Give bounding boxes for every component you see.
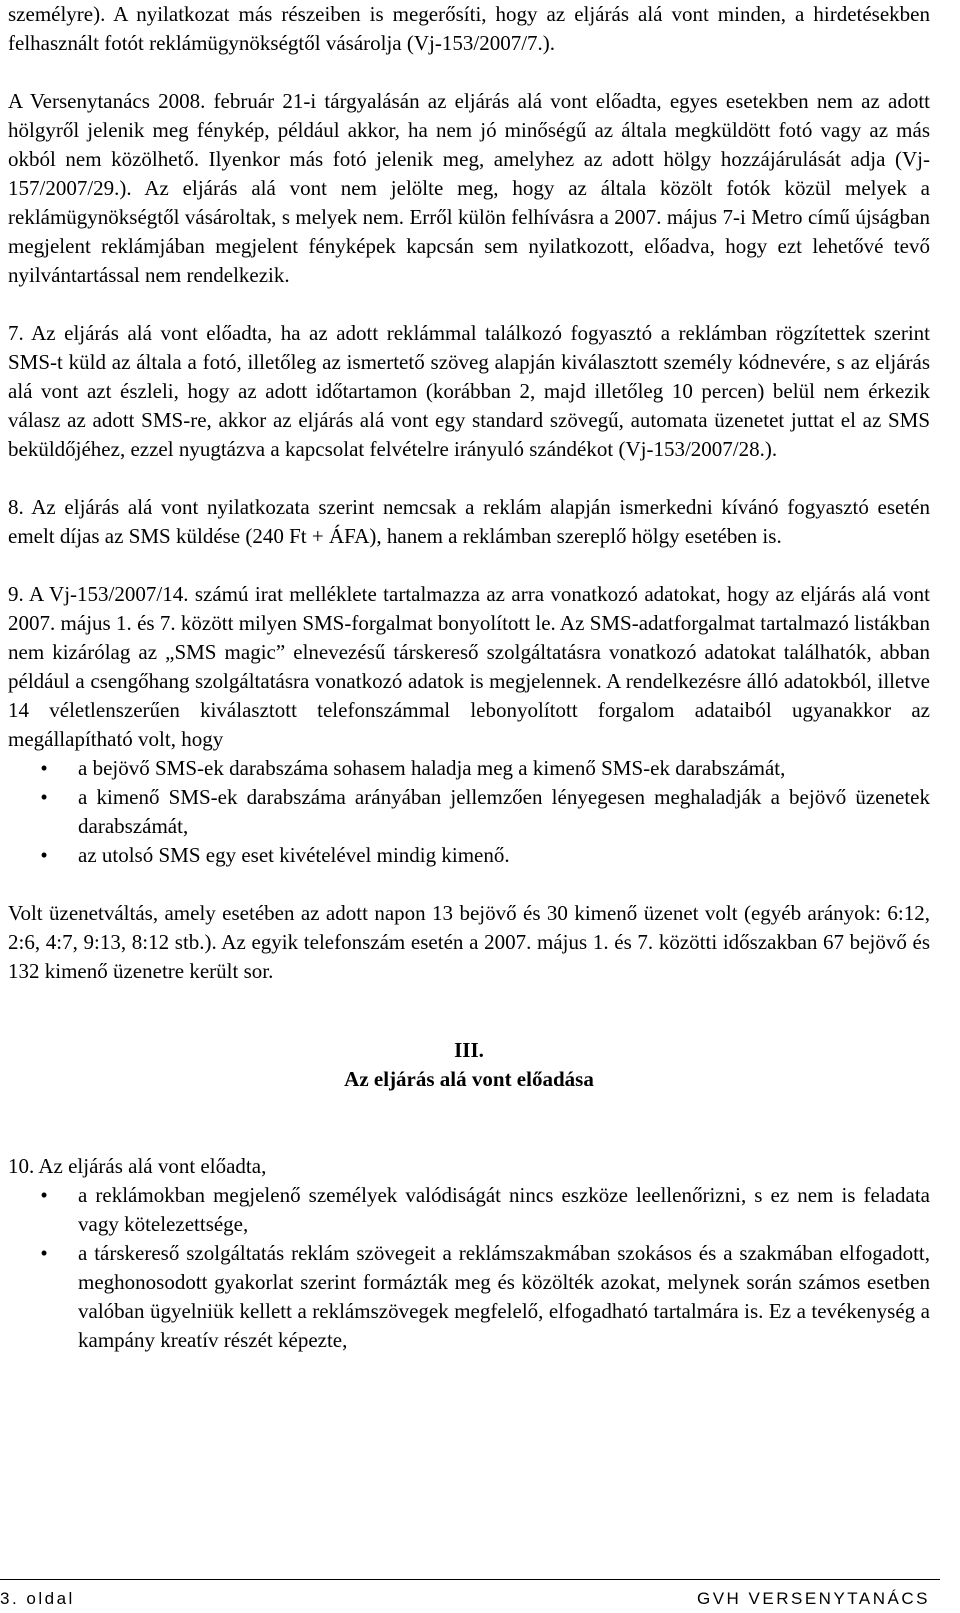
paragraph-message-exchange: Volt üzenetváltás, amely esetében az adott napon 13 bejövő és 30 kimenő üzenet volt (egyéb arányok: 6:12, 2:6, 4:7, 9:13, 8:12 stb.). Az egyik telefonszám esetén a 2007. május 1. és 7. közötti időszakban 67 bejövő és 132 kimenő üzenetre került sor. [8, 901, 930, 983]
footer-page-number: 3. oldal [0, 1589, 75, 1608]
section-title: Az eljárás alá vont előadása [344, 1067, 594, 1091]
paragraph-versenytanacs-hearing: A Versenytanács 2008. február 21-i tárgyalásán az eljárás alá vont előadta, egyes esetekben nem az adott hölgyről jelenik meg fénykép, például akkor, ha nem jó minőségű az általa megküldött fotó vagy az más okból nem közölhető. Ilyenkor más fotó jelenik meg, amelyhez az adott hölgy hozzájárulását adja (Vj-157/2007/29.). Az eljárás alá vont nem jelölte meg, hogy az általa közölt fotók közül melyek a reklámügynökségtől vásároltak, s melyek nem. Erről külön felhívásra a 2007. május 7-i Metro című újságban megjelent reklámjában megjelent fényképek kapcsán sem nyilatkozott, előadva, hogy ezt lehetővé tevő nyilvántartással nem rendelkezik. [8, 89, 930, 287]
section-number: III. [454, 1038, 484, 1062]
bullet-icon: • [40, 756, 48, 780]
list-item: • a reklámokban megjelenő személyek valódiságát nincs eszköze leellenőrizni, s ez nem is feladata vagy kötelezettsége, [8, 1181, 930, 1239]
bullet-icon: • [40, 843, 48, 867]
footer-organization: GVH VERSENYTANÁCS [696, 1589, 930, 1608]
list-item: • a társkereső szolgáltatás reklám szövegeit a reklámszakmában szokásos és a szakmában elfogadott, meghonosodott gyakorlat szerint formázták meg és közölték azokat, melynek során számos esetben valóban ügyelniük kellett a reklámszövegek megfelelő, elfogadható tartalmára is. Ez a tevékenység a kampány kreatív részét képezte, [8, 1239, 930, 1355]
bullet-icon: • [40, 785, 48, 809]
paragraph-8: 8. Az eljárás alá vont nyilatkozata szerint nemcsak a reklám alapján ismerkedni kívánó fogyasztó esetén emelt díjas az SMS küldése (240 Ft + ÁFA), hanem a reklámban szereplő hölgy esetében is. [8, 495, 930, 548]
document-page [8, 0, 930, 1355]
paragraph-7: 7. Az eljárás alá vont előadta, ha az adott reklámmal találkozó fogyasztó a reklámban rögzítettek szerint SMS-t küld az általa a fotó, illetőleg az ismertető szöveg alapján kiválasztott személy kódnevére, s az eljárás alá vont azt észleli, hogy az adott időtartamon (korábban 2, majd illetőleg 10 percen) belül nem érkezik válasz az adott SMS-re, akkor az eljárás alá vont egy standard szövegű, automata üzenetet juttat el az SMS beküldőjéhez, ezzel nyugtázva a kapcsolat felvételre irányuló szándékot (Vj-153/2007/28.). [8, 321, 930, 461]
paragraph-9: 9. A Vj-153/2007/14. számú irat melléklete tartalmazza az arra vonatkozó adatokat, hogy az eljárás alá vont 2007. május 1. és 7. között milyen SMS-forgalmat bonyolított le. Az SMS-adatforgalmat tartalmazó listákban nem kizárólag az „SMS magic” elnevezésű társkereső szolgáltatásra vonatkozó adatokat találhatók, abban például a csengőhang szolgáltatásra vonatkozó adatok is megjelennek. A rendelkezésre álló adatokból, illetve 14 véletlenszerűen kiválasztott telefonszámmal lebonyolított forgalom adataiból ugyanakkor az megállapítható volt, hogy [8, 582, 930, 751]
paragraph-9-bullet-list [8, 754, 930, 870]
list-item: • a bejövő SMS-ek darabszáma sohasem haladja meg a kimenő SMS-ek darabszámát, [8, 754, 930, 783]
list-item: • a kimenő SMS-ek darabszáma arányában jellemzően lényegesen meghaladják a bejövő üzenetek darabszámát, [8, 783, 930, 841]
list-item: • az utolsó SMS egy eset kivételével mindig kimenő. [8, 841, 930, 870]
paragraph-10-bullet-list [8, 1181, 930, 1355]
bullet-icon: • [40, 1241, 48, 1265]
footer-divider [0, 1579, 940, 1580]
bullet-icon: • [40, 1183, 48, 1207]
paragraph-10: 10. Az eljárás alá vont előadta, [8, 1154, 267, 1178]
paragraph-intro: személyre). A nyilatkozat más részeiben is megerősíti, hogy az eljárás alá vont minden, a hirdetésekben felhasznált fotót reklámügynökségtől vásárolja (Vj-153/2007/7.). [8, 2, 930, 55]
